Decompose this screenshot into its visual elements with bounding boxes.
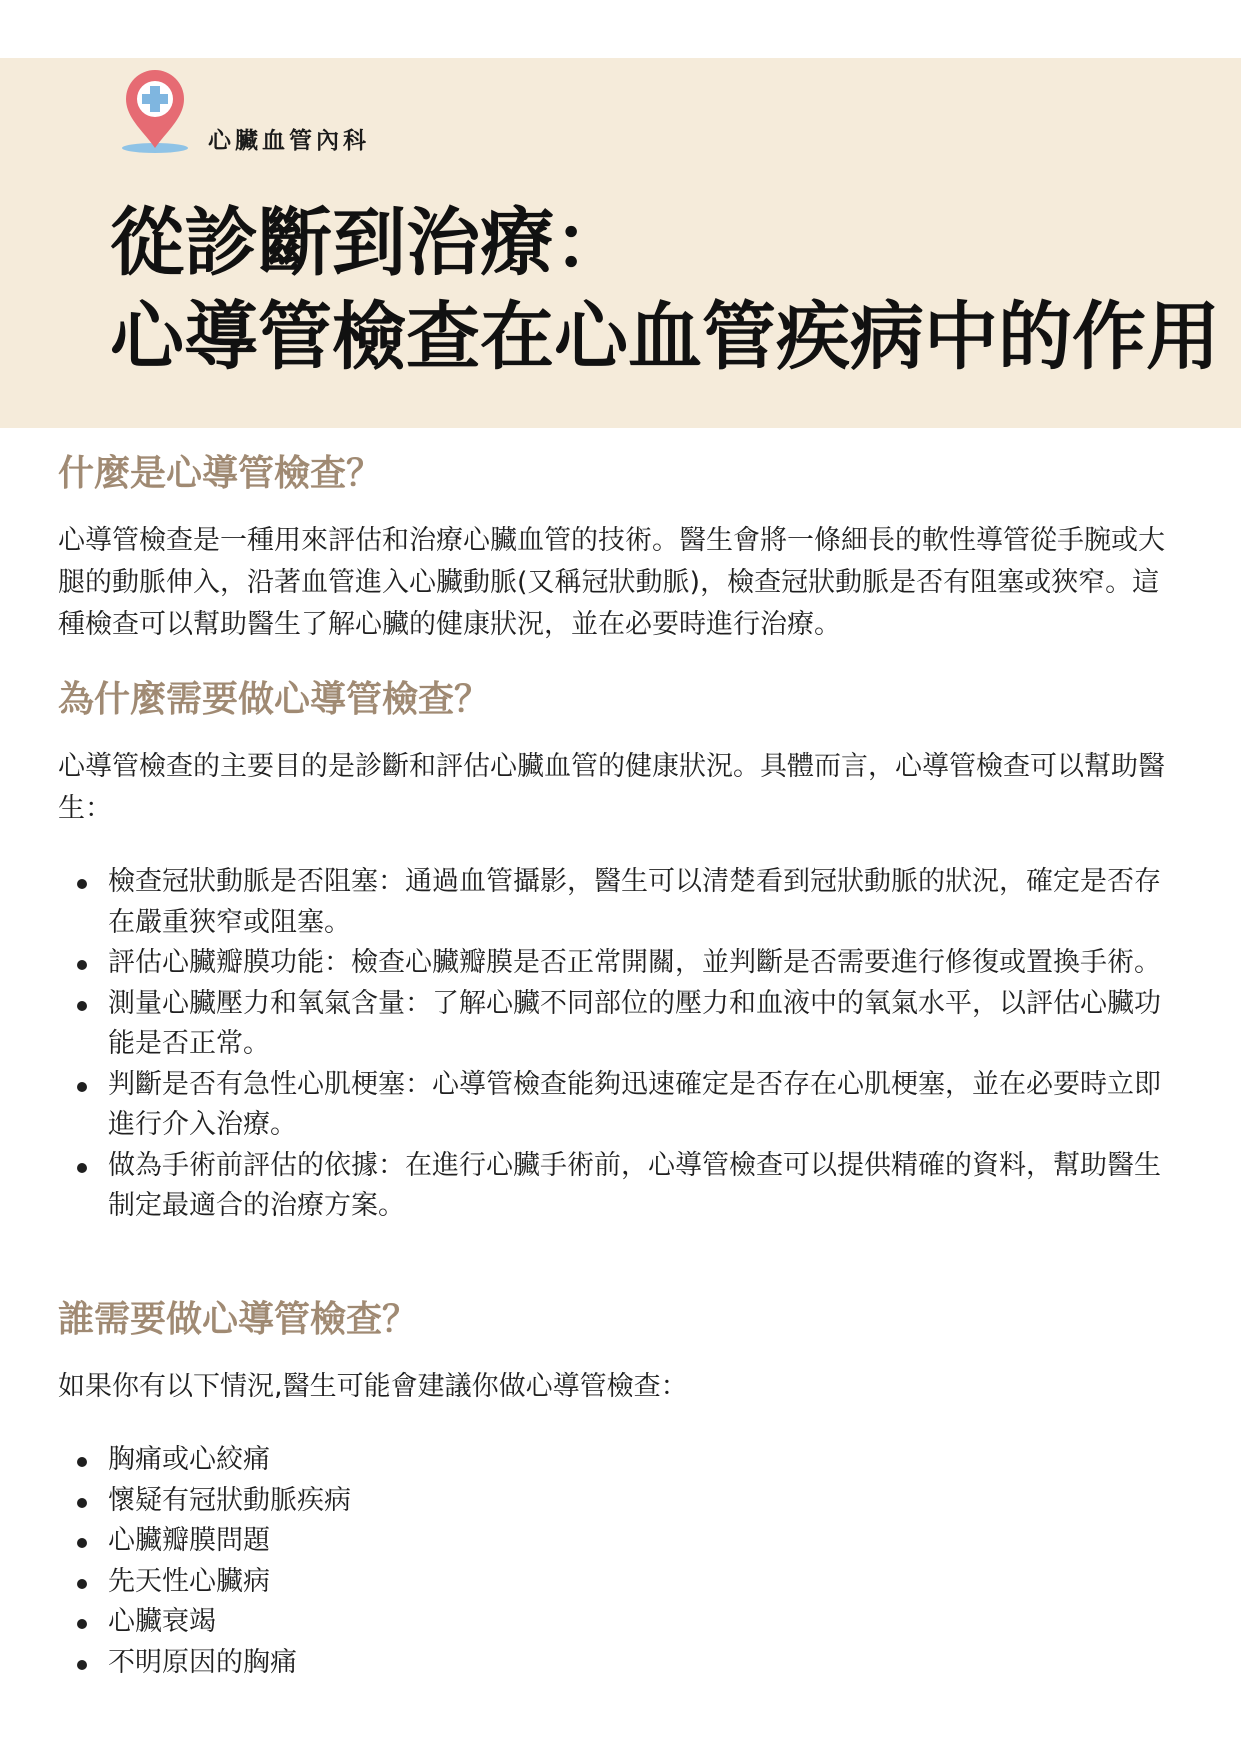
list-item: 判斷是否有急性心肌梗塞：心導管檢查能夠迅速確定是否存在心肌梗塞，並在必要時立即進行介入治療。 bbox=[58, 1065, 1168, 1146]
section-body-why: 心導管檢查的主要目的是診斷和評估心臟血管的健康狀況。具體而言，心導管檢查可以幫助醫生： bbox=[58, 751, 1165, 824]
list-item: 先天性心臟病 bbox=[58, 1562, 1168, 1603]
title-line-1: 從診斷到治療： bbox=[110, 200, 628, 286]
department-name: 心臟血管內科 bbox=[208, 128, 370, 154]
page-title bbox=[110, 196, 1220, 384]
list-item: 胸痛或心絞痛 bbox=[58, 1440, 1168, 1481]
list-item: 檢查冠狀動脈是否阻塞：通過血管攝影，醫生可以清楚看到冠狀動脈的狀況，確定是否存在嚴重狹窄或阻塞。 bbox=[58, 862, 1168, 943]
reasons-list bbox=[58, 862, 1168, 1227]
section-heading-what: 什麼是心導管檢查？ bbox=[58, 453, 383, 494]
section-body-who: 如果你有以下情況,醫生可能會建議你做心導管檢查： bbox=[58, 1371, 688, 1402]
medical-location-pin-icon bbox=[120, 68, 190, 156]
section-heading-why: 為什麼需要做心導管檢查？ bbox=[58, 679, 491, 720]
list-item: 不明原因的胸痛 bbox=[58, 1643, 1168, 1684]
list-item: 做為手術前評估的依據：在進行心臟手術前，心導管檢查可以提供精確的資料，幫助醫生制定最適合的治療方案。 bbox=[58, 1146, 1168, 1227]
list-item: 測量心臟壓力和氧氣含量：了解心臟不同部位的壓力和血液中的氧氣水平，以評估心臟功能是否正常。 bbox=[58, 984, 1168, 1065]
candidates-list bbox=[58, 1440, 1168, 1683]
list-item: 懷疑有冠狀動脈疾病 bbox=[58, 1481, 1168, 1522]
section-heading-who: 誰需要做心導管檢查？ bbox=[58, 1299, 419, 1340]
title-line-2: 心導管檢查在心血管疾病中的作用 bbox=[110, 294, 1220, 380]
list-item: 心臟瓣膜問題 bbox=[58, 1521, 1168, 1562]
section-why bbox=[58, 678, 1178, 830]
list-item: 評估心臟瓣膜功能：檢查心臟瓣膜是否正常開關，並判斷是否需要進行修復或置換手術。 bbox=[58, 943, 1168, 984]
list-item: 心臟衰竭 bbox=[58, 1602, 1168, 1643]
section-body-what: 心導管檢查是一種用來評估和治療心臟血管的技術。醫生會將一條細長的軟性導管從手腕或大腿的動脈伸入，沿著血管進入心臟動脈(又稱冠狀動脈)，檢查冠狀動脈是否有阻塞或狹窄。這種檢查可以幫助醫生了解心臟的健康狀況，並在必要時進行治療。 bbox=[58, 525, 1165, 640]
section-what bbox=[58, 452, 1178, 646]
section-who bbox=[58, 1298, 1178, 1408]
